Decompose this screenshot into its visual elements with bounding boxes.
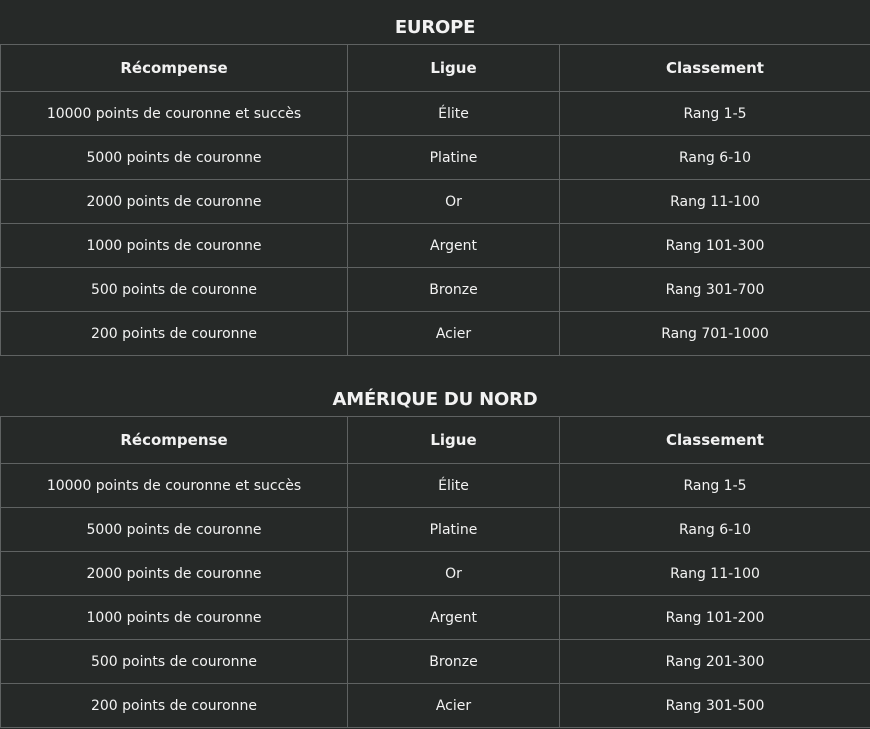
league-cell: Bronze (348, 640, 560, 684)
region-europe (0, 0, 870, 356)
reward-cell: 500 points de couronne (1, 268, 348, 312)
league-cell: Platine (348, 136, 560, 180)
reward-cell: 200 points de couronne (1, 684, 348, 728)
column-header-reward: Récompense (1, 45, 348, 92)
rank-cell: Rang 11-100 (560, 180, 870, 224)
table-header-row (1, 45, 870, 92)
reward-cell: 2000 points de couronne (1, 180, 348, 224)
reward-cell: 500 points de couronne (1, 640, 348, 684)
table-row (1, 180, 870, 224)
league-cell: Platine (348, 508, 560, 552)
table-row (1, 640, 870, 684)
table-row (1, 508, 870, 552)
reward-cell: 5000 points de couronne (1, 136, 348, 180)
rank-cell: Rang 301-700 (560, 268, 870, 312)
column-header-reward: Récompense (1, 417, 348, 464)
column-header-rank: Classement (560, 45, 870, 92)
league-cell: Acier (348, 684, 560, 728)
column-header-league: Ligue (348, 417, 560, 464)
table-row (1, 136, 870, 180)
region-title: AMÉRIQUE DU NORD (332, 389, 538, 410)
league-cell: Acier (348, 312, 560, 356)
rank-cell: Rang 101-200 (560, 596, 870, 640)
table-row (1, 268, 870, 312)
table-row (1, 224, 870, 268)
league-cell: Élite (348, 464, 560, 508)
league-cell: Élite (348, 92, 560, 136)
rank-cell: Rang 6-10 (560, 136, 870, 180)
league-cell: Bronze (348, 268, 560, 312)
reward-cell: 5000 points de couronne (1, 508, 348, 552)
reward-cell: 1000 points de couronne (1, 596, 348, 640)
rank-cell: Rang 301-500 (560, 684, 870, 728)
table-row (1, 92, 870, 136)
rank-cell: Rang 1-5 (560, 464, 870, 508)
column-header-rank: Classement (560, 417, 870, 464)
rank-cell: Rang 701-1000 (560, 312, 870, 356)
table-row (1, 312, 870, 356)
column-header-league: Ligue (348, 45, 560, 92)
table-row (1, 464, 870, 508)
region-title: EUROPE (394, 17, 476, 38)
reward-cell: 10000 points de couronne et succès (1, 464, 348, 508)
rewards-table (0, 416, 870, 728)
table-row (1, 684, 870, 728)
rank-cell: Rang 101-300 (560, 224, 870, 268)
table-header-row (1, 417, 870, 464)
rewards-table (0, 44, 870, 356)
rank-cell: Rang 6-10 (560, 508, 870, 552)
rank-cell: Rang 201-300 (560, 640, 870, 684)
reward-cell: 1000 points de couronne (1, 224, 348, 268)
reward-cell: 10000 points de couronne et succès (1, 92, 348, 136)
rank-cell: Rang 1-5 (560, 92, 870, 136)
league-cell: Or (348, 180, 560, 224)
reward-cell: 200 points de couronne (1, 312, 348, 356)
league-cell: Argent (348, 224, 560, 268)
table-row (1, 596, 870, 640)
league-cell: Or (348, 552, 560, 596)
reward-cell: 2000 points de couronne (1, 552, 348, 596)
region-north-america (0, 372, 870, 728)
table-row (1, 552, 870, 596)
league-cell: Argent (348, 596, 560, 640)
rank-cell: Rang 11-100 (560, 552, 870, 596)
